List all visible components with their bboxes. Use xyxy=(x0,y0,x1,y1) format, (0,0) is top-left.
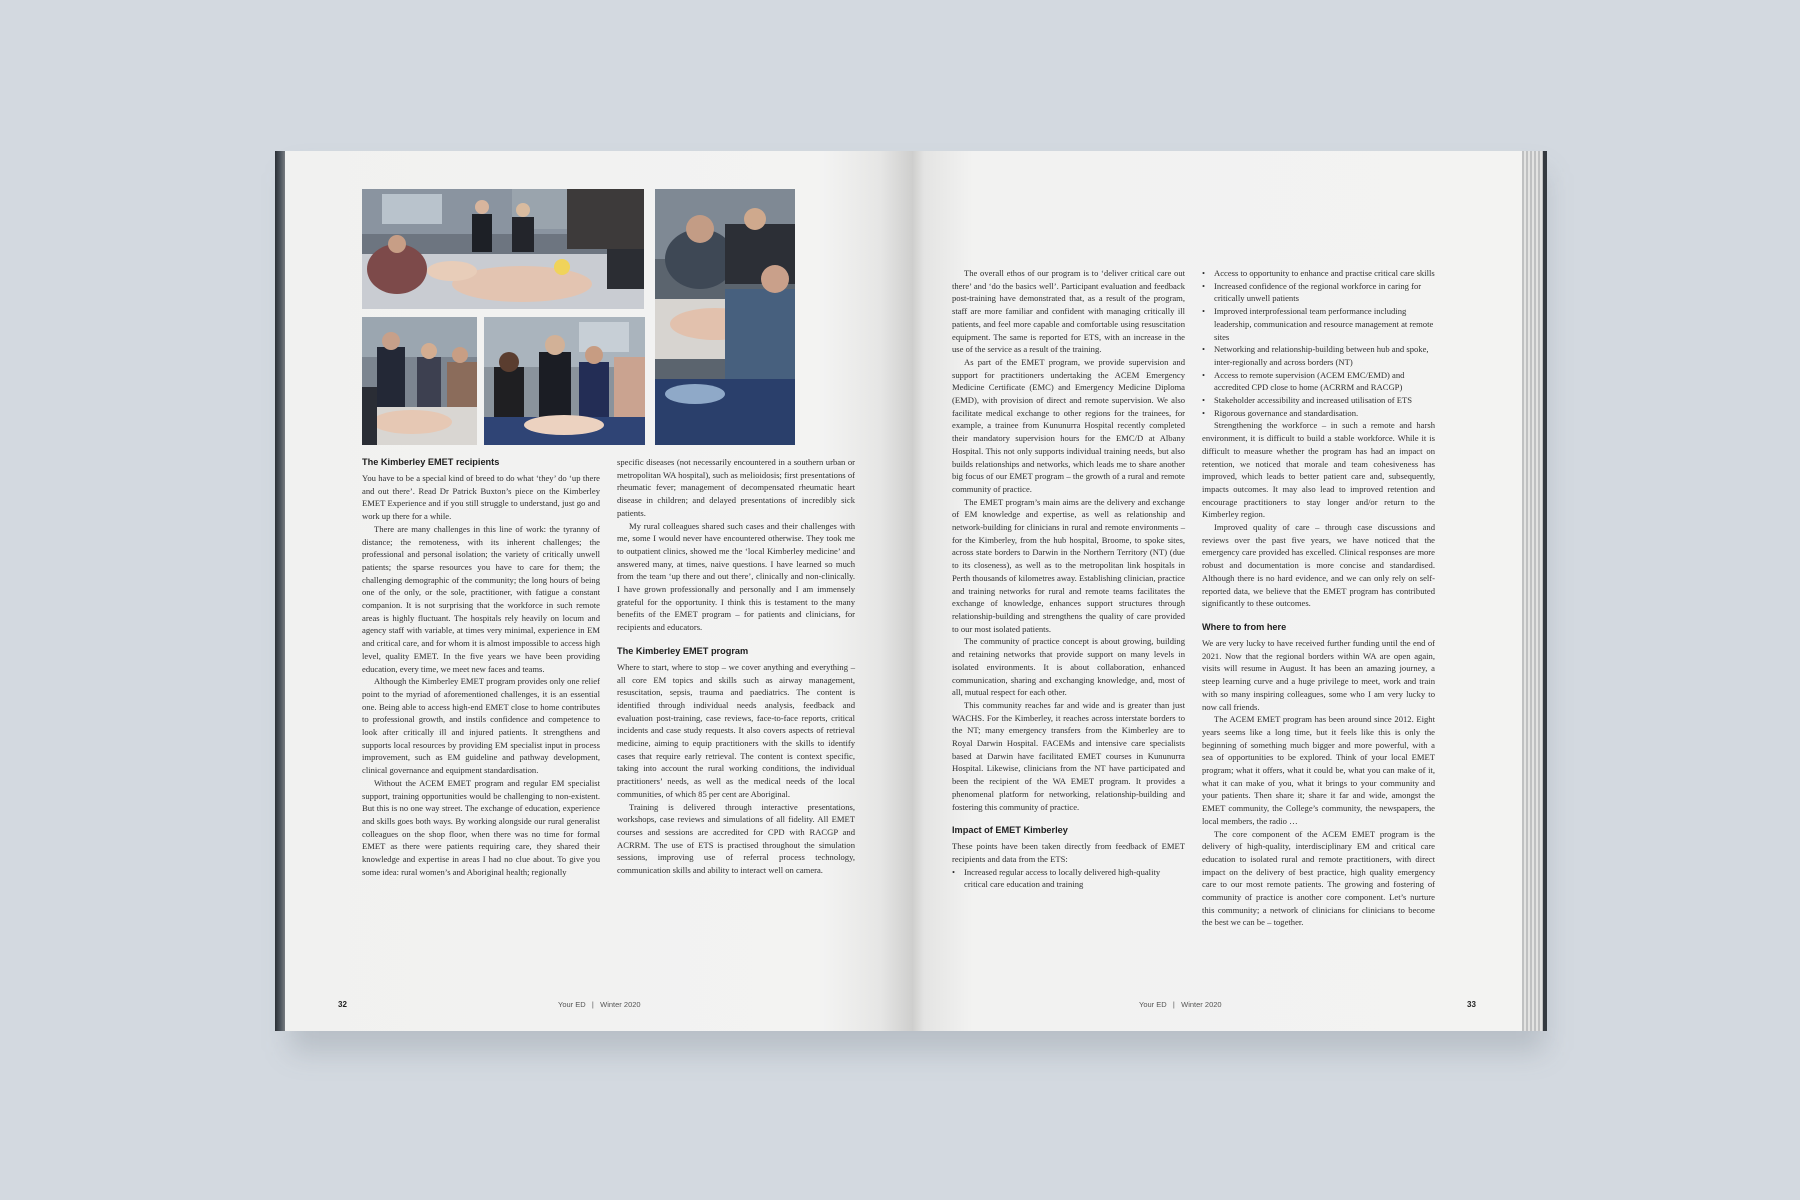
right-page-column-1 xyxy=(952,267,1185,891)
paragraph: My rural colleagues shared such cases and their challenges with me, some I would never have encountered otherwise. They took me to outpatient clinics, showed me the ‘local Kimberley medicine’ and answered many, at times, naive questions. I have learned so much from the team ‘up there and out there’, clinically and non-clinically. I have grown professionally and personally and I am immensely grateful for the opportunity. I think this is testament to the many benefits of the EMET program – for patients and clinicians, for recipients and educators. xyxy=(617,520,855,633)
paragraph: The core component of the ACEM EMET program is the delivery of high-quality, interdisciplinary EM and critical care education to isolated rural and remote practitioners, with direct impact on the delivery of best practice, high quality emergency care to our most remote patients. The growing and fostering of community of practice is another core component. Let’s nurture this community; a network of clinicians for clinicians to become the best we can be – together. xyxy=(1202,828,1435,928)
paragraph: Where to start, where to stop – we cover anything and everything – all core EM topics and skills such as airway management, resuscitation, sepsis, trauma and paediatrics. The content is identified through individual needs analysis, feedback and evaluation post-training, case reviews, face-to-face reports, critical incidents and case study requests. It also covers aspects of retrieval medicine, aiming to equip practitioners with the skills to identify cases that require early retrieval. The content is context specific, taking into account the rural working conditions, the individual practitioners’ needs, as well as the medical needs of the local communities, of which 85 per cent are Aboriginal. xyxy=(617,661,855,799)
left-page-column-1 xyxy=(362,456,600,879)
list-item: • Rigorous governance and standardisation. xyxy=(1202,407,1435,420)
publication-name: Your ED xyxy=(558,1000,586,1009)
left-page xyxy=(275,151,912,1031)
photo-instructor-demonstration xyxy=(484,317,645,445)
paragraph: Strengthening the workforce – in such a remote and harsh environment, it is difficult to build a stable workforce. While it is difficult to measure whether the program has had an impact on retention, we noticed that morale and team cohesiveness has improved, which leads to better patient care and, subsequently, impacts outcomes. It may also lead to improved retention and encourage practitioners to stay longer and/or return to the Kimberley region. xyxy=(1202,420,1435,520)
paragraph: There are many challenges in this line of work: the tyranny of distance; the remoteness, with its inherent challenges; the professional and personal isolation; the variety of critically unwell patients; the sparse resources you have to care for them; the challenging demographic of the community; the long hours of being one of the only, or the sole, practitioner, with fatigue a constant companion. It is not surprising that the workforce in such remote areas is highly fluctuant. The hospitals rely heavily on locum and agency staff with variable, at times very minimal, experience in EM and critical care, and for whom it is almost impossible to access high level, quality EMET. In the five years we have been providing education, every time, we meet new faces and teams. xyxy=(362,523,600,674)
paragraph: The overall ethos of our program is to ‘deliver critical care out there’ and ‘do the basics well’. Participant evaluation and feedback post-training have demonstrated that, as a result of the program, staff are more familiar and confident with managing critically ill patients, and feel more capable and comfortable using resuscitation equipment. The same is reported for ETS, with an increase in the use of the service as a result of the training. xyxy=(952,268,1185,355)
right-page-column-2 xyxy=(1202,267,1435,929)
photo-training-room xyxy=(362,189,644,309)
paragraph: Although the Kimberley EMET program provides only one relief point to the myriad of aforementioned challenges, it is an essential one. Being able to access high-end EMET close to home contributes to professional growth, and instils confidence and competence to look after critically ill and injured patients. It strengthens and supports local resources by providing EM specialist input in process improvement, such as EM guideline and pathway development, clinical governance and equipment standardisation. xyxy=(362,676,600,776)
list-item: • Increased confidence of the regional workforce in caring for critically unwell patients xyxy=(1202,280,1435,305)
paragraph: specific diseases (not necessarily encountered in a southern urban or metropolitan WA hospital), such as melioidosis; first presentations of rheumatic fever; management of decompensated rheumatic heart disease in children; and delayed presentations of incredibly sick patients. xyxy=(617,457,855,518)
paragraph: The community of practice concept is about growing, building and retaining networks that provide support on many levels in isolated environments. It is about collaboration, enhanced communication, sharing and exchanging knowledge, and, most of all, mutual respect for each other. xyxy=(952,636,1185,698)
photo-procedure-training xyxy=(655,189,795,445)
left-page-edge-image xyxy=(275,151,285,1031)
paragraph: These points have been taken directly from feedback of EMET recipients and data from the ETS: xyxy=(952,841,1185,864)
issue-name: Winter 2020 xyxy=(600,1000,641,1009)
page-block-edge xyxy=(1522,151,1547,1031)
list-item: • Access to opportunity to enhance and practise critical care skills xyxy=(1202,267,1435,280)
page-number-left: 32 xyxy=(338,1000,347,1009)
paragraph: Without the ACEM EMET program and regular EM specialist support, training opportunities would be challenging to non-existent. But this is no one way street. The exchange of education, experience and skills goes both ways. By working alongside our rural generalist colleagues on the shop floor, when there was no time for formal EMET as there were patients requiring care, they shared their knowledge and expertise in areas I had no clue about. To give you some idea: rural women’s and Aboriginal health; regionally xyxy=(362,777,600,877)
heading-where-to-from-here: Where to from here xyxy=(1202,621,1287,632)
issue-name: Winter 2020 xyxy=(1181,1000,1222,1009)
list-item: • Networking and relationship-building between hub and spoke, inter-regionally and across borders (NT) xyxy=(1202,343,1435,368)
heading-kimberley-emet-program: The Kimberley EMET program xyxy=(617,645,749,656)
paragraph: You have to be a special kind of breed to do what ‘they’ do ‘up there and out there’. Read Dr Patrick Buxton’s piece on the Kimberley EMET Experience and if you still struggle to understand, just go and work up there for a while. xyxy=(362,473,600,522)
footer-left xyxy=(558,1000,641,1009)
impact-list xyxy=(952,866,1185,891)
footer-right xyxy=(1139,1000,1222,1009)
paragraph: As part of the EMET program, we provide supervision and support for practitioners undertaking the ACEM Emergency Medicine Certificate (EMC) and Emergency Medicine Diploma (EMD), with provision of direct and remote supervision. We also facilitate medical exchange to other regions for the trainees, for example, a trainee from Kununurra Hospital recently completed their mandatory supervision hours for the EMC/D at Albany Hospital. This not only supports individual training needs, but also builds relationships and networks, which leads me to share another big focus of our EMET program – the growth of a rural and remote community of practice. xyxy=(952,356,1185,494)
footer-separator: | xyxy=(1172,1000,1175,1009)
photo-team-at-bedside xyxy=(362,317,477,445)
magazine-spread xyxy=(275,151,1547,1031)
footer-separator: | xyxy=(591,1000,594,1009)
paragraph: This community reaches far and wide and is greater than just WACHS. For the Kimberley, it reaches across interstate borders to the NT; many emergency transfers from the Kimberley are to Royal Darwin Hospital. FACEMs and intensive care specialists based at Darwin have facilitated EMET courses in Kununurra Hospital. Likewise, clinicians from the NT have participated and been the recipient of the WA EMET program. It provides a phenomenal platform for networking, relationship-building and fostering this community of practice. xyxy=(952,699,1185,812)
heading-kimberley-emet-recipients: The Kimberley EMET recipients xyxy=(362,457,500,467)
paragraph: We are very lucky to have received further funding until the end of 2021. Now that the regional borders within WA are open again, visits will resume in August. It has been an amazing journey, a steep learning curve and a huge privilege to meet, work and train with so many inspiring colleagues, some who I am very lucky to now call friends. xyxy=(1202,637,1435,712)
paragraph: The EMET program’s main aims are the delivery and exchange of EM knowledge and expertise, as well as relationship and network-building for clinicians in rural and remote environments – for the Kimberley, from the hub hospital, Broome, to spoke sites, across state borders to Darwin in the Northern Territory (NT) (due to its closeness), as well as to the metropolitan link hospitals in Perth thousands of kilometres away. Establishing clinician, practice and training networks for rural and remote teams facilitates the exchange of knowledge, enhances support structures through relationship-building and strengthens the quality of care provided to our most isolated patients. xyxy=(952,496,1185,634)
list-item: • Increased regular access to locally delivered high-quality critical care education and training xyxy=(952,866,1185,891)
paragraph: Training is delivered through interactive presentations, workshops, case reviews and simulations of all fidelity. All EMET courses and sessions are accredited for CPD with RACGP and ACRRM. The use of ETS is practised throughout the simulation sessions, improving use of referral process technology, communication skills and ability to interact well on camera. xyxy=(617,801,855,876)
heading-impact-of-emet-kimberley: Impact of EMET Kimberley xyxy=(952,825,1068,836)
impact-list-continued xyxy=(1202,267,1435,419)
paragraph: The ACEM EMET program has been around since 2012. Eight years seems like a long time, but it feels like this is only the beginning of something much bigger and more powerful, with a sea of opportunities to be explored. Think of your local EMET program; what it offers, what it could be, what you can make of it, what it can make of you, what it brings to your community and your patients. Then share it; share it far and wide, amongst the EMET community, the College’s community, the newspapers, the local members, the radio … xyxy=(1202,714,1435,826)
page-number-right: 33 xyxy=(1467,1000,1476,1009)
paragraph: Improved quality of care – through case discussions and reviews over the past five years, we have noticed that the emergency care provided has excelled. Clinical responses are more robust and documentation is more concise and standardised. Although there is no hard evidence, and we can only rely on self-reported data, we believe that the EMET program has contributed significantly to these outcomes. xyxy=(1202,522,1435,609)
right-page xyxy=(912,151,1522,1031)
left-page-column-2 xyxy=(617,456,855,877)
publication-name: Your ED xyxy=(1139,1000,1167,1009)
list-item: • Access to remote supervision (ACEM EMC/EMD) and accredited CPD close to home (ACRRM and RACGP) xyxy=(1202,369,1435,394)
list-item: • Improved interprofessional team performance including leadership, communication and resource management at remote sites xyxy=(1202,305,1435,343)
list-item: • Stakeholder accessibility and increased utilisation of ETS xyxy=(1202,394,1435,407)
